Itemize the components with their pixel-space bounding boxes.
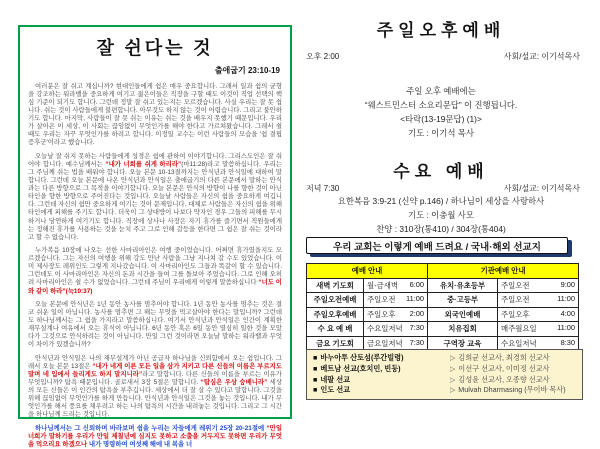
sermon-text: (마11:28)라고 말씀하십니다. 우리는 그 주님께 쉬는 법을 배워야 합니다. 오늘 본문 10-13절까지는 안식년과 안식일에 대하여 말합니다. 그런데 오늘 본문에 나온 안식년과 안식일은 출애굽기의 다른 본문에서 말하는 안식과는 다른 방향으로 그 목적을 이야기합니다. 오늘 본문은 안식의 방향이 나를 향한 것이 아닌 타인을 향한 방향으로 주어진다는 것입니다. 오늘날 사람들은 자신의 쉼을 중요하게 여깁니다. 그런데 자신의 쉼만 중요하게 여기는 것이 문제입니다. 대체로 사람들은 자신의 쉼을 위해 타인에게 피해를 주기도 합니다. 더욱이 그 상대방이 나보다 약자인 경우 그들의 피해를 무시하거나 당연하게 여기기도 합니다. 직장에 상사나 사장은 자기 휴가를 즐기면서 직원들에게는 정해진 휴가를 사용하는 것을 눈치 주고 그로 인해 갈등을 한다면 그 쉼은 잘 쉬는 것이라고 할 수 없습니다. — [28, 161, 282, 241]
sermon-paragraph — [28, 247, 282, 295]
sermon-highlight-blue: 하나님께서는 그 신뢰하며 바라보며 쉼을 누리는 자들에게 레위기 25장 20-21절에 — [35, 424, 267, 432]
worship-schedule-table — [306, 263, 579, 351]
sermon-text: 누가복음 10장에 나오는 선한 사마리아인은 여행 중이었습니다. 어쩌면 휴가였을지도 모르겠습니다. 그는 자신의 여행을 위해 강도 만난 사람을 그냥 지나쳐 갈 수도 있었습니다. 이미 제사장도 레위인도 그렇게 지나갔습니다. 이 사마리아인도 그들과 똑같이 할 수 있습니다. 그런데도 이 사마리아인은 자신의 돈과 시간을 들여 그를 돌보아 주었습니다. 그로 인해 오히려 사마리아인은 쉴 수가 없었습니다. 그런데 주님이 우리에게 이렇게 말씀하십니다 — [28, 247, 282, 287]
sermon-paragraph — [28, 425, 282, 449]
sunday-afternoon-service-meta — [306, 51, 580, 62]
triangle-bullet-icon: ▷ — [449, 374, 456, 384]
schedule-row — [307, 278, 579, 293]
schedule-row — [307, 293, 579, 308]
mission-field: ■ 인도 선교 — [313, 385, 351, 395]
mission-workers: ▷ 김희균 선교사, 최경희 선교사 — [449, 353, 550, 362]
sermon-highlight-red: “너도 이와 같이 하라”(눅10:37) — [28, 279, 282, 295]
square-bullet-icon: ■ — [313, 385, 318, 395]
service-name: 주일오전예배 — [307, 293, 364, 308]
sermon-text: 오늘 본문에 안식년은 1년 동안 농사를 멈추어야 합니다. 1년 동안 농사를 멈추는 것은 결코 쉬운 일이 아닙니다. 농사를 멈추면 그 해는 무엇을 먹고살아야 한다는 말입니까? 그런데도 하나님께서는 그 쉼을 가지라고 말씀하십니다. 여기서 안식년과 안식일은 인간이 계획한 재무설계나 여유에서 오는 휴식이 아닙니다. 6년 동안 혹은 6일 동안 열심히 일한 것을 모았다가 그것으로 안식하려는 것이 아닙니다. 만일 그런 것이라면 오늘날 말하는 워라밸과 무엇이 차이가 있겠습니까? — [28, 301, 282, 349]
service-time: 금요일저녁 7:30 — [364, 336, 428, 351]
sermon-paragraph — [28, 301, 282, 349]
sermon-page — [18, 25, 292, 449]
department-name: 외국인예배 — [428, 307, 498, 322]
sermon-text: 오늘날 잘 쉬지 못하는 사람들에게 성경은 쉼에 관하여 이야기합니다. 그리스도인은 잘 쉬어야 합니다. 예수님께서는 — [28, 153, 282, 169]
service-info-line: “웨스트민스터 소요리문답” 이 진행됩니다. — [364, 99, 518, 110]
worship-guide-banner: 우리 교회는 이렇게 예배 드려요 / 국내·해외 선교지 — [306, 237, 568, 254]
sermon-highlight-red: “내가 네게 이른 모든 일을 삼가 지키고 다른 신들의 이름은 부르지도 말며 네 입에서 들리게도 하지 말지니라” — [28, 363, 282, 379]
department-time: 수요일저녁 8:30 — [498, 336, 579, 351]
service-name: 주일오후예배 — [307, 307, 364, 322]
service-info-line: 요한복음 3:9-21 (신약 p.146) / 하나님이 세상을 사랑하사 — [337, 196, 545, 206]
wednesday-service-meta — [306, 183, 580, 194]
sermon-text: 라고 말합니다. 다른 신들의 이름을 부르는 이유가 무엇입니까? 탐욕 때문입니다. 골로새서 3장 5절은 말합니다. — [28, 371, 282, 387]
mission-row — [313, 364, 576, 375]
sermon-body — [28, 83, 282, 449]
service-time: 주일오후 2:00 — [364, 307, 428, 322]
sunday-afternoon-host: 사회/설교: 이기석목사 — [503, 52, 580, 61]
department-name: 중·고등부 — [428, 293, 498, 308]
sermon-title: 잘 쉰다는 것 — [96, 38, 214, 58]
schedule-header-departments: 기관예배 안내 — [428, 264, 579, 279]
services-page — [300, 0, 594, 424]
triangle-bullet-icon: ▷ — [449, 363, 456, 373]
service-info-line: <타락(13-19문답) (1)> — [400, 113, 482, 124]
service-time: 주일오전 11:00 — [364, 293, 428, 308]
service-name: 수 요 예 배 — [307, 322, 364, 337]
triangle-bullet-icon: ▷ — [449, 353, 456, 362]
scripture-reference: 출애굽기 23:10-19 — [214, 66, 280, 75]
sermon-highlight-blue: 내가 명령하여 여섯째 해에 내 복을 너 — [88, 441, 193, 449]
sermon-highlight-red: “내가 너희를 쉬게 하리라” — [105, 161, 182, 169]
sermon-text: 세상의 모든 신들은 이 인간의 탐욕을 부추깁니다. 세상에서 더 잘 살 수 있다고 말합니다. 그것을 위해 끊임없이 무엇인가를 하게 만듭니다. 안식년과 안식일은 그것을 놓는 것입니다. 내가 무엇인가를 해서 풍요를 채우려고 하는 나의 탐욕의 시간을 내려놓는 것입니다. 그리고 그 시간을 하나님께 드리는 것입니다. — [28, 379, 282, 419]
service-info-line: 찬양 : 310장(통410) / 304장(통404) — [376, 223, 506, 234]
sermon-highlight-red: “탐심은 우상 숭배니라” — [200, 379, 268, 387]
schedule-row — [307, 307, 579, 322]
square-bullet-icon: ■ — [313, 374, 318, 384]
department-time: 주일오전 9:00 — [498, 278, 579, 293]
mission-workers: ▷ 이선구 선교사, 이미정 선교사 — [449, 363, 550, 373]
sermon-paragraph — [28, 355, 282, 420]
mission-field: ■ 베트남 선교(호치민, 빈둥) — [313, 363, 401, 373]
service-name: 새벽 기도회 — [307, 278, 364, 293]
wednesday-details — [300, 195, 582, 237]
service-info-line: 기도 : 이기석 목사 — [408, 127, 474, 138]
service-name: 금요 기도회 — [307, 336, 364, 351]
service-time: 월-금새벽 6:00 — [364, 278, 428, 293]
department-name: 구역장 교육 — [428, 336, 498, 351]
missions-box — [306, 349, 583, 400]
wednesday-time: 저녁 7:30 — [306, 184, 340, 193]
mission-workers: ▷ 김성윤 선교사, 오종향 선교사 — [449, 374, 550, 384]
schedule-header-worship: 예배 안내 — [307, 264, 428, 279]
sunday-afternoon-time: 오후 2:00 — [306, 52, 340, 61]
sermon-text: 안식년과 안식일은 나의 재무설계가 아닌 공급자 하나님을 신뢰함에서 오는 쉼입니다. 그래서 오늘 본문 13절은 — [28, 354, 282, 370]
schedule-row — [307, 322, 579, 337]
mission-row — [313, 353, 576, 364]
mission-field: ■ 바누아투 산토섬(루간빌령) — [313, 353, 404, 362]
department-name: 유치·유초등부 — [428, 278, 498, 293]
sermon-highlight-red: “만일 너희가 말하기를 우리가 만일 제칠년에 심지도 못하고 소출을 거두지도 못하면 우리가 무엇을 먹으리요 하겠으나 — [28, 424, 282, 449]
sunday-afternoon-service-title: 주일오후예배 — [376, 21, 506, 40]
wednesday-host: 사회/설교: 이기석목사 — [503, 184, 580, 193]
department-time: 매주월요일 11:00 — [498, 322, 579, 337]
department-time: 주일오후 4:00 — [498, 307, 579, 322]
mission-field: ■ 네팔 선교 — [313, 374, 351, 384]
department-time: 주일오전 11:00 — [498, 293, 579, 308]
triangle-bullet-icon: ▷ — [449, 385, 456, 395]
department-name: 치유집회 — [428, 322, 498, 337]
sunday-afternoon-details — [300, 85, 582, 140]
mission-workers: ▷ Mulvah Dharmasing (무이바 목사) — [449, 385, 566, 395]
square-bullet-icon: ■ — [313, 363, 318, 373]
mission-row — [313, 385, 576, 396]
wednesday-service-title: 수요 예배 — [393, 162, 489, 181]
mission-row — [313, 375, 576, 386]
service-info-line: 기도 : 이충월 사모 — [408, 209, 474, 220]
square-bullet-icon: ■ — [313, 353, 318, 362]
service-time: 수요일저녁 7:30 — [364, 322, 428, 337]
sermon-text: 여러분은 잘 쉬고 계십니까? 현대인들에게 쉼은 매우 중요합니다. 그래서 일과 쉼의 균형을 강조하는 워라밸을 중요하게 여기고 젊은이들은 직장을 구할 때도 이것이 직업 선택의 핵심 기준이 되기도 합니다. 그런데 정말 잘 쉬고 있는지는 모르겠습니다. 사실 우리는 잘 못 쉽니다. 쉬는 것이 사람들에게 불편합니다. 아무것도 하지 않는 것이 어렵습니다. 그리고 불안하기도 합니다. 마지막, 사람들이 잘 못 쉬는 이유는 쉬는 것을 배우지 못했기 때문입니다. 우리가 살아온 이 세상, 이 사회는 끊임없이 무엇인가를 해야 한다고 가르쳐왔습니다. 그래서 쉴 때도 우리는 자꾸 무엇인가를 하려고 합니다. 이정일 교수는 이런 사람들의 모습을 '쉼 결핍 증후군'이라고 했습니다. — [28, 83, 282, 147]
service-info-line: 주일 오후 예배에는 — [406, 86, 476, 96]
sermon-paragraph — [28, 83, 282, 148]
sermon-paragraph — [28, 153, 282, 242]
